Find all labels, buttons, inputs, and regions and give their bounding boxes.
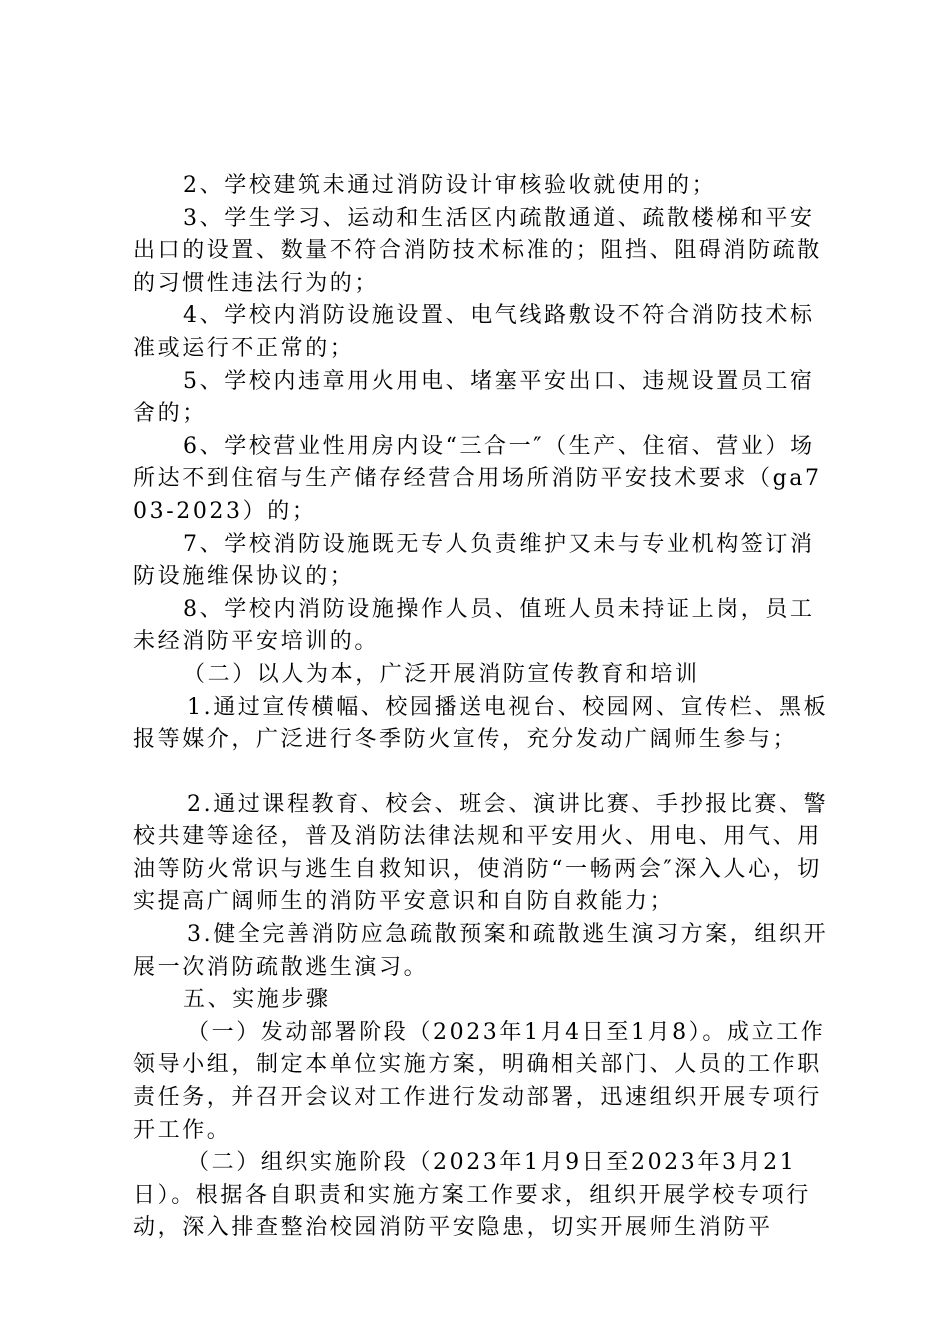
section-heading-steps: 五、实施步骤	[183, 987, 331, 1013]
publicity-item-2: 2.通过课程教育、校会、班会、演讲比赛、手抄报比赛、警校共建等途径，普及消防法律法规和平安用火、用电、用气、用油等防火常识与逃生自救知识，使消防“一畅两会″深入人心，切实提高广阔师生的消防平安意识和自防自救能力；	[133, 791, 829, 915]
paragraph-gap	[133, 757, 838, 789]
list-item-6: 6、学校营业性用房内设“三合一″（生产、住宿、营业）场所达不到住宿与生产储存经营合用场所消防平安技术要求（ga703-2023）的；	[133, 433, 822, 524]
list-item-3: 3、学生学习、运动和生活区内疏散通道、疏散楼梯和平安出口的设置、数量不符合消防技术标准的；阻挡、阻碍消防疏散的习惯性违法行为的；	[133, 205, 822, 296]
document-body	[133, 170, 838, 1245]
list-item-8: 8、学校内消防设施操作人员、值班人员未持证上岗，员工未经消防平安培训的。	[133, 596, 815, 655]
section-heading-publicity: （二）以人为本，广泛开展消防宣传教育和培训	[183, 661, 700, 687]
publicity-item-3: 3.健全完善消防应急疏散预案和疏散逃生演习方案，组织开展一次消防疏散逃生演习。	[133, 922, 829, 980]
list-item-5: 5、学校内违章用火用电、堵塞平安出口、违规设置员工宿舍的；	[133, 368, 815, 427]
step-implementation: （二）组织实施阶段（2023年1月9日至2023年3月21日）。根据各自职责和实施方案工作要求，组织开展学校专项行动，深入排查整治校园消防平安隐患，切实开展师生消防平	[133, 1150, 811, 1241]
step-mobilization: （一）发动部署阶段（2023年1月4日至1月8）。成立工作领导小组，制定本单位实施方案，明确相关部门、人员的工作职责任务，并召开会议对工作进行发动部署，迅速组织开展专项行开工作。	[133, 1019, 826, 1143]
list-item-4: 4、学校内消防设施设置、电气线路敷设不符合消防技术标准或运行不正常的；	[133, 303, 815, 361]
list-item-7: 7、学校消防设施既无专人负责维护又未与专业机构签订消防设施维保协议的；	[133, 531, 815, 590]
publicity-item-1: 1.通过宣传横幅、校园播送电视台、校园网、宣传栏、黑板报等媒介，广泛进行冬季防火宣传，充分发动广阔师生参与；	[133, 694, 829, 753]
list-item-2: 2、学校建筑未通过消防设计审核验收就使用的；	[183, 173, 717, 198]
